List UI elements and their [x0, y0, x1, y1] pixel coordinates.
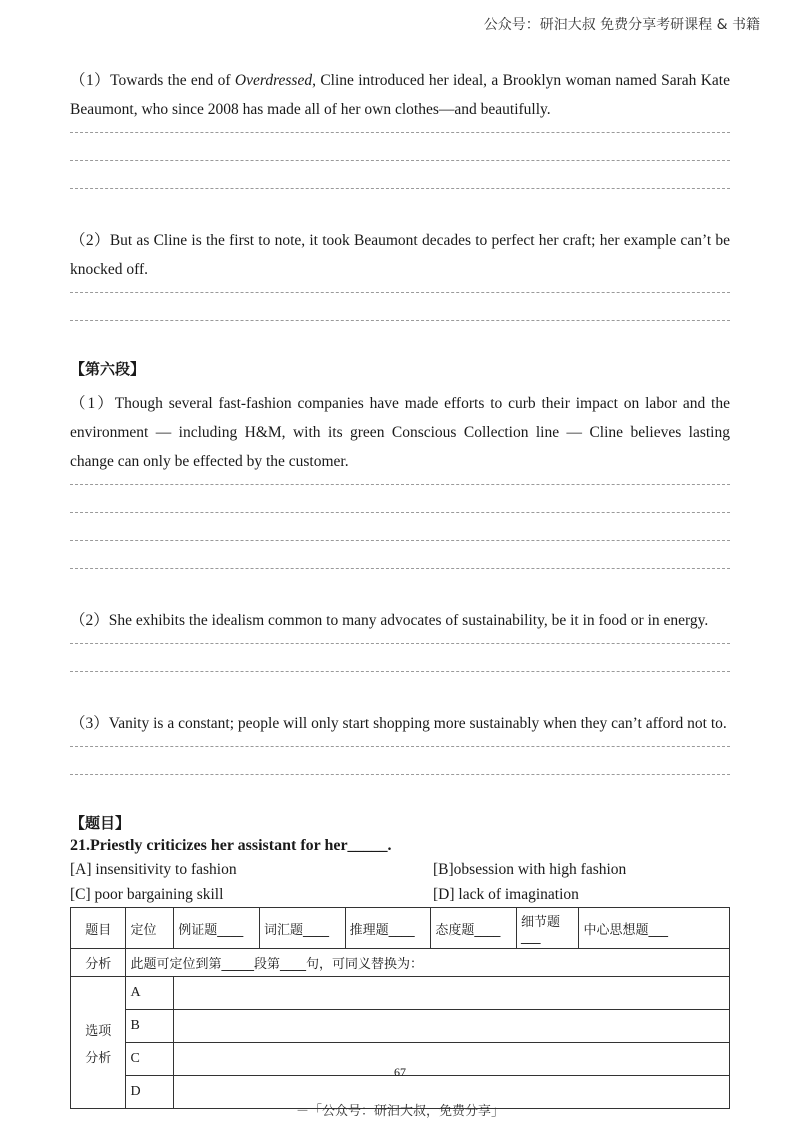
locate-text: 此题可定位到第_____段第____句，可同义替换为：: [126, 949, 730, 977]
sentence-italic-title: Overdressed: [234, 72, 313, 89]
type-main-idea: 中心思想题___: [579, 908, 730, 949]
type-example: 例证题____: [174, 908, 260, 949]
sentence-text-part: , Cline introduced her ideal, a Brooklyn woman named Sarah Kate Beaumont, who since 2008 has made all of her own clothes—and beautifully.: [70, 72, 730, 118]
answer-line[interactable]: [70, 132, 730, 160]
sentence-number: （2）: [70, 232, 110, 249]
answer-line[interactable]: [70, 540, 730, 568]
answer-line[interactable]: [70, 671, 730, 699]
table-label-timu: 题目: [71, 908, 126, 949]
table-label-fenxi: 分析: [71, 949, 126, 977]
answer-line[interactable]: [70, 292, 730, 320]
answer-line[interactable]: [70, 568, 730, 596]
sentence-block: [70, 66, 730, 216]
sentence-text: [70, 389, 730, 476]
sentence-block: [70, 606, 730, 699]
sentence-text: [70, 66, 730, 124]
answer-line[interactable]: [70, 484, 730, 512]
sentence-number: （2）: [70, 612, 109, 629]
option-letter-a: A: [126, 977, 174, 1010]
table-row-option: [71, 977, 730, 1010]
table-row-types: [71, 908, 730, 949]
type-locate: 定位: [126, 908, 174, 949]
questions-heading: 【题目】: [70, 814, 131, 832]
sentence-text-part: Vanity is a constant; people will only start shopping more sustainably when they can’t afford not to.: [108, 715, 727, 732]
option-d: [D] lack of imagination: [433, 886, 579, 903]
option-c: [C] poor bargaining skill: [70, 886, 224, 903]
option-letter-c: C: [126, 1043, 174, 1076]
answer-line[interactable]: [70, 160, 730, 188]
option-a: [A] insensitivity to fashion: [70, 861, 237, 878]
type-vocab: 词汇题____: [259, 908, 345, 949]
answer-line[interactable]: [70, 643, 730, 671]
answer-line[interactable]: [70, 774, 730, 802]
section-heading: 【第六段】: [70, 360, 146, 378]
sentence-block: [70, 389, 730, 596]
sentence-block: [70, 709, 730, 802]
sentence-text-part: Though several fast-fashion companies have made efforts to curb their impact on labor and the environment — including H&M, with its green Conscious Collection line — Cline believes lasting change can only be effected by the customer.: [70, 395, 730, 470]
option-b: [B]obsession with high fashion: [433, 861, 627, 878]
answer-line[interactable]: [70, 320, 730, 348]
options-analysis-label: [71, 977, 126, 1109]
sentence-text-part: She exhibits the idealism common to many advocates of sustainability, be it in food or in energy.: [108, 612, 709, 629]
option-analysis-a[interactable]: [174, 977, 730, 1010]
question-title: 21.Priestly criticizes her assistant for her_____.: [70, 837, 392, 854]
answer-line[interactable]: [70, 746, 730, 774]
type-detail: 细节题___: [517, 908, 579, 949]
sentence-number: （3）: [70, 715, 109, 732]
sentence-text: [70, 226, 730, 284]
sentence-block: [70, 226, 730, 348]
question-options: [70, 861, 730, 904]
sentence-text-part: Towards the end of: [110, 72, 235, 89]
type-inference: 推理题____: [345, 908, 431, 949]
page-content: [70, 66, 730, 1109]
page-header: 公众号：研汩大叔 免费分享考研课程 & 书籍: [483, 17, 760, 33]
table-row-option: [71, 1010, 730, 1043]
sentence-number: （1）: [70, 72, 111, 89]
option-letter-d: D: [126, 1076, 174, 1109]
sentence-text: [70, 606, 730, 635]
page-footer: －「公众号：研汩大叔，免费分享」: [295, 1104, 504, 1119]
sentence-text: [70, 709, 730, 738]
sentence-number: （1）: [70, 395, 115, 412]
option-analysis-b[interactable]: [174, 1010, 730, 1043]
table-row-locate: [71, 949, 730, 977]
options-label-line1: 选项: [85, 1023, 112, 1039]
page-number: 67: [394, 1065, 406, 1079]
options-label-line2: 分析: [85, 1050, 112, 1066]
answer-line[interactable]: [70, 512, 730, 540]
option-letter-b: B: [126, 1010, 174, 1043]
type-attitude: 态度题____: [431, 908, 517, 949]
sentence-text-part: But as Cline is the first to note, it took Beaumont decades to perfect her craft; her example can’t be knocked off.: [70, 232, 730, 278]
sections: [70, 66, 730, 802]
answer-line[interactable]: [70, 188, 730, 216]
passage-section: [70, 358, 730, 802]
passage-section: [70, 66, 730, 348]
